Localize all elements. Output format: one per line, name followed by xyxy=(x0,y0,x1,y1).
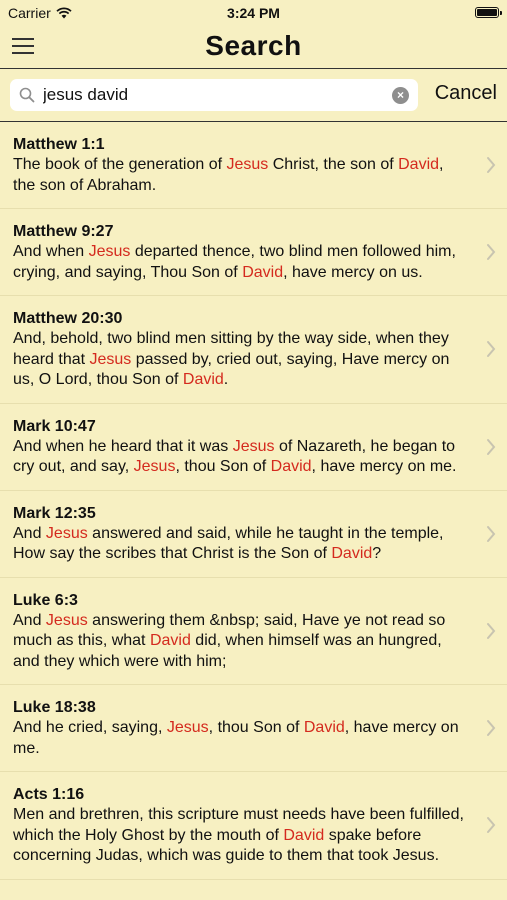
chevron-right-icon xyxy=(486,438,496,456)
verse-text-segment: And xyxy=(13,524,46,542)
result-row[interactable] xyxy=(0,685,507,772)
chevron-right-icon xyxy=(486,340,496,358)
search-field-container[interactable] xyxy=(10,79,418,111)
search-icon xyxy=(19,87,35,103)
highlighted-term: David xyxy=(398,156,440,173)
verse-text-segment: , thou Son of xyxy=(175,458,271,475)
verse-reference: Luke 6:3 xyxy=(13,591,78,609)
verse-text-segment: , have mercy on me. xyxy=(13,719,459,757)
clear-search-icon[interactable]: × xyxy=(392,87,409,104)
chevron-right-icon xyxy=(486,243,496,261)
verse-reference: Luke 18:38 xyxy=(13,699,96,716)
verse-text xyxy=(13,242,467,283)
highlighted-term: Jesus xyxy=(45,524,88,542)
highlighted-term: David xyxy=(303,719,345,736)
verse-text xyxy=(13,611,467,673)
highlighted-term: Jesus xyxy=(45,611,88,629)
highlighted-term: David xyxy=(149,632,191,649)
cancel-button[interactable]: Cancel xyxy=(434,82,497,104)
highlighted-term: David xyxy=(331,545,373,562)
highlighted-term: Jesus xyxy=(88,243,131,260)
verse-text-segment: Men and brethren, this scripture must needs have been fulfilled, which the Holy Ghost by the mouth of xyxy=(13,806,464,844)
carrier-label: Carrier xyxy=(8,5,51,21)
verse-text xyxy=(13,437,467,478)
verse-text-segment: answered and said, while he taught in the temple, How say the scribes that Christ is the Son of xyxy=(13,524,444,562)
highlighted-term: Jesus xyxy=(133,458,176,475)
chevron-right-icon xyxy=(486,719,496,737)
navigation-bar xyxy=(0,26,507,69)
highlighted-term: Jesus xyxy=(89,350,132,368)
result-row[interactable] xyxy=(0,491,507,578)
verse-text xyxy=(13,524,467,565)
search-input[interactable] xyxy=(43,83,383,107)
highlighted-term: Jesus xyxy=(226,156,269,173)
verse-text-segment: And when xyxy=(13,243,89,260)
verse-reference: Mark 10:47 xyxy=(13,417,96,435)
verse-text-segment: spake before concerning Judas, which was guide to them that took Jesus. xyxy=(13,826,440,864)
verse-text-segment: , have mercy on us. xyxy=(283,263,423,281)
verse-text-segment: did, when himself was an hungred, and they which were with him; xyxy=(13,632,442,670)
search-results-list xyxy=(0,122,507,900)
highlighted-term: Jesus xyxy=(166,719,209,736)
chevron-right-icon xyxy=(486,156,496,174)
status-time: 3:24 PM xyxy=(227,5,280,21)
verse-text-segment: The book of the generation of xyxy=(13,156,227,173)
verse-text xyxy=(13,805,467,867)
result-row[interactable] xyxy=(0,578,507,686)
highlighted-term: David xyxy=(242,263,284,281)
verse-text-segment: ? xyxy=(372,545,382,562)
verse-reference: Matthew 9:27 xyxy=(13,223,114,240)
verse-text-segment: And he cried, saying, xyxy=(13,719,167,736)
verse-text xyxy=(13,718,467,759)
status-bar xyxy=(0,0,507,26)
result-row[interactable] xyxy=(0,209,507,296)
verse-text-segment: And when he heard that it was xyxy=(13,437,233,455)
verse-text-segment: And, behold, two blind men sitting by the way side, when they heard that xyxy=(13,330,449,368)
verse-text-segment: passed by, cried out, saying, Have mercy on us, O Lord, thou Son of xyxy=(13,350,450,388)
verse-text-segment: And xyxy=(13,611,46,629)
battery-icon xyxy=(475,7,499,18)
search-bar xyxy=(0,69,507,122)
result-row[interactable] xyxy=(0,122,507,209)
verse-text-segment: , have mercy on me. xyxy=(311,458,457,475)
verse-reference: Acts 1:16 xyxy=(13,786,85,803)
result-row[interactable] xyxy=(0,404,507,491)
page-title: Search xyxy=(205,30,302,61)
verse-text-segment: departed thence, two blind men followed him, crying, and saying, Thou Son of xyxy=(13,243,456,281)
verse-text-segment: Christ, the son of xyxy=(268,156,399,173)
verse-text-segment: of Nazareth, he began to cry out, and say, xyxy=(13,437,456,475)
verse-text-segment: , thou Son of xyxy=(208,719,304,736)
verse-reference: Matthew 20:30 xyxy=(13,310,123,327)
verse-reference: Mark 12:35 xyxy=(13,504,96,522)
verse-text-segment: , the son of Abraham. xyxy=(13,156,444,194)
chevron-right-icon xyxy=(486,816,496,834)
chevron-right-icon xyxy=(486,525,496,543)
verse-text-segment: answering them &nbsp; said, Have ye not read so much as this, what xyxy=(13,611,446,649)
verse-reference: Matthew 1:1 xyxy=(13,136,105,153)
highlighted-term: David xyxy=(182,371,224,388)
highlighted-term: David xyxy=(283,826,325,844)
verse-text xyxy=(13,155,467,196)
result-row[interactable] xyxy=(0,772,507,880)
verse-text-segment: . xyxy=(223,371,229,388)
highlighted-term: David xyxy=(270,458,312,475)
result-row[interactable] xyxy=(0,296,507,404)
chevron-right-icon xyxy=(486,622,496,640)
verse-text xyxy=(13,329,467,391)
highlighted-term: Jesus xyxy=(232,437,275,455)
